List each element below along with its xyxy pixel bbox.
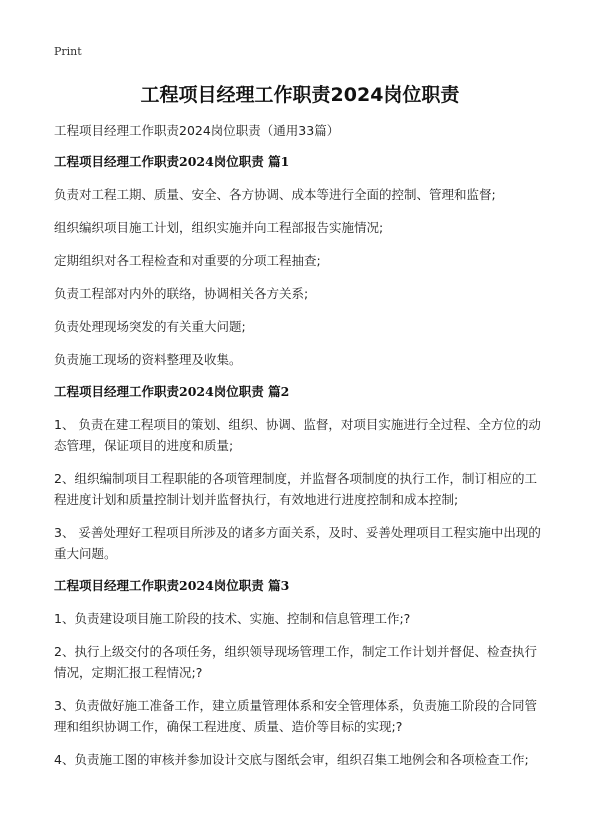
page-subtitle: 工程项目经理工作职责2024岗位职责（通用33篇） (54, 123, 340, 138)
section-3 (54, 576, 548, 770)
paragraph: 负责工程部对内外的联络，协调相关各方关系; (54, 286, 309, 301)
paragraph: 负责施工现场的资料整理及收集。 (54, 352, 242, 367)
section-heading: 工程项目经理工作职责2024岗位职责 篇1 (54, 154, 290, 169)
print-link[interactable]: Print (54, 45, 82, 58)
section-heading: 工程项目经理工作职责2024岗位职责 篇3 (54, 578, 290, 593)
paragraph: 组织编织项目施工计划，组织实施并向工程部报告实施情况; (54, 220, 384, 235)
paragraph: 1、 负责在建工程项目的策划、组织、协调、监督，对项目实施进行全过程、全方位的动态管理，保证项目的进度和质量; (54, 417, 541, 453)
section-2 (54, 382, 548, 564)
paragraph: 2、执行上级交付的各项任务，组织领导现场管理工作，制定工作计划并督促、检查执行情况，定期汇报工程情况;? (54, 644, 537, 680)
page-title: 工程项目经理工作职责2024岗位职责 (140, 84, 460, 106)
section-heading: 工程项目经理工作职责2024岗位职责 篇2 (54, 384, 290, 399)
paragraph: 负责对工程工期、质量、安全、各方协调、成本等进行全面的控制、管理和监督; (54, 187, 496, 202)
section-1 (54, 152, 548, 370)
paragraph: 1、负责建设项目施工阶段的技术、实施、控制和信息管理工作;? (54, 611, 411, 626)
paragraph: 定期组织对各工程检查和对重要的分项工程抽查; (54, 253, 321, 268)
paragraph: 负责处理现场突发的有关重大问题; (54, 319, 246, 334)
paragraph: 4、负责施工图的审核并参加设计交底与图纸会审，组织召集工地例会和各项检查工作; (54, 752, 529, 767)
document-content (54, 152, 548, 782)
paragraph: 2、组织编制项目工程职能的各项管理制度，并监督各项制度的执行工作，制订相应的工程进度计划和质量控制计划并监督执行，有效地进行进度控制和成本控制; (54, 471, 537, 507)
paragraph: 3、 妥善处理好工程项目所涉及的诸多方面关系，及时、妥善处理项目工程实施中出现的重大问题。 (54, 525, 541, 561)
paragraph: 3、负责做好施工准备工作，建立质量管理体系和安全管理体系，负责施工阶段的合同管理和组织协调工作，确保工程进度、质量、造价等目标的实现;? (54, 698, 537, 734)
